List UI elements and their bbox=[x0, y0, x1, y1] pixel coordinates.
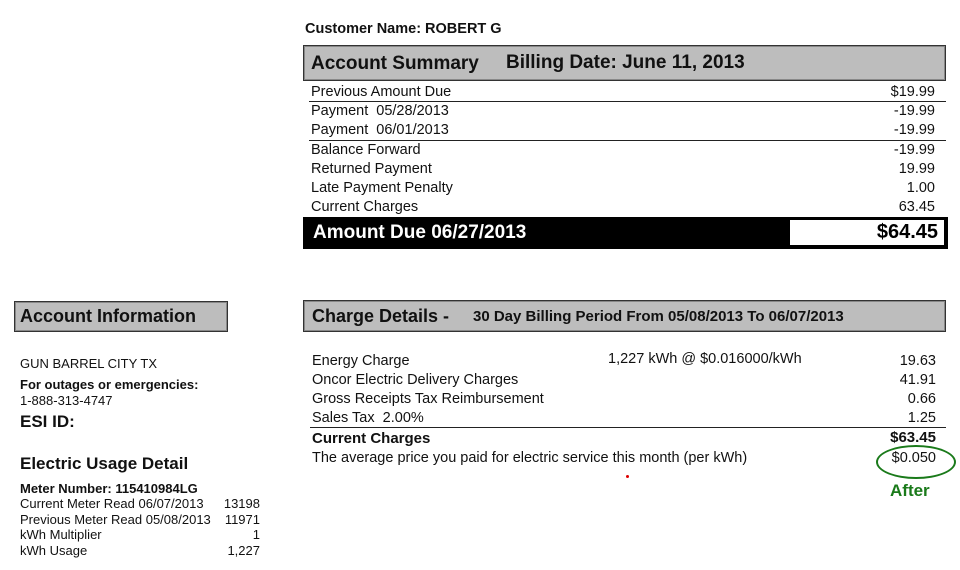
summary-row: Late Payment Penalty 1.00 bbox=[311, 180, 935, 196]
current-charges-label: Current Charges bbox=[312, 430, 431, 447]
account-summary-header bbox=[303, 45, 946, 81]
usage-row: Previous Meter Read 05/08/2013 11971 bbox=[20, 512, 260, 527]
divider bbox=[310, 427, 946, 428]
usage-detail-title: Electric Usage Detail bbox=[20, 454, 189, 473]
account-information-header bbox=[14, 301, 228, 332]
summary-row: Returned Payment 19.99 bbox=[311, 161, 935, 177]
usage-row: Current Meter Read 06/07/2013 13198 bbox=[20, 496, 260, 511]
summary-row: Current Charges 63.45 bbox=[311, 199, 935, 215]
billing-period: 30 Day Billing Period From 05/08/2013 To 06/07/2013 bbox=[473, 308, 844, 325]
summary-row: Balance Forward -19.99 bbox=[311, 142, 935, 158]
amount-due-value: $64.45 bbox=[876, 221, 938, 243]
charge-row: Oncor Electric Delivery Charges 41.91 bbox=[312, 372, 936, 388]
average-price-label: The average price you paid for electric service this month (per kWh) bbox=[312, 450, 748, 466]
average-price-value: $0.050 bbox=[891, 450, 936, 466]
outage-phone: 1-888-313-4747 bbox=[20, 393, 113, 408]
after-label: After bbox=[890, 481, 930, 500]
divider bbox=[309, 101, 946, 102]
red-dot bbox=[626, 475, 629, 478]
amount-due-box bbox=[790, 220, 944, 245]
meter-number: Meter Number: 115410984LG bbox=[20, 481, 198, 496]
customer-name: Customer Name: ROBERT G bbox=[305, 21, 502, 37]
summary-row: Payment 05/28/2013 -19.99 bbox=[311, 103, 935, 119]
summary-rows bbox=[311, 83, 935, 218]
energy-charge-detail: 1,227 kWh @ $0.016000/kWh bbox=[608, 351, 802, 367]
account-summary-title: Account Summary bbox=[311, 53, 479, 74]
summary-row: Payment 06/01/2013 -19.99 bbox=[311, 122, 935, 138]
amount-due-label: Amount Due 06/27/2013 bbox=[313, 222, 527, 243]
charge-row: Sales Tax 2.00% 1.25 bbox=[312, 410, 936, 426]
divider bbox=[309, 140, 946, 141]
service-city: GUN BARREL CITY TX bbox=[20, 356, 158, 371]
charge-details-title: Charge Details - bbox=[312, 306, 450, 326]
charge-row: Energy Charge 19.63 bbox=[312, 353, 936, 369]
outage-label: For outages or emergencies: bbox=[20, 377, 199, 392]
usage-row: kWh Multiplier 1 bbox=[20, 527, 260, 542]
usage-row: kWh Usage 1,227 bbox=[20, 543, 260, 558]
billing-date: Billing Date: June 11, 2013 bbox=[506, 52, 745, 73]
charge-details-header bbox=[303, 300, 946, 332]
amount-due-bar bbox=[303, 217, 948, 249]
usage-rows bbox=[20, 496, 260, 560]
esi-id-label: ESI ID: bbox=[20, 412, 75, 431]
charge-row: Gross Receipts Tax Reimbursement 0.66 bbox=[312, 391, 936, 407]
account-information-title: Account Information bbox=[20, 306, 196, 326]
current-charges-value: $63.45 bbox=[890, 429, 936, 446]
summary-row: Previous Amount Due $19.99 bbox=[311, 84, 935, 100]
